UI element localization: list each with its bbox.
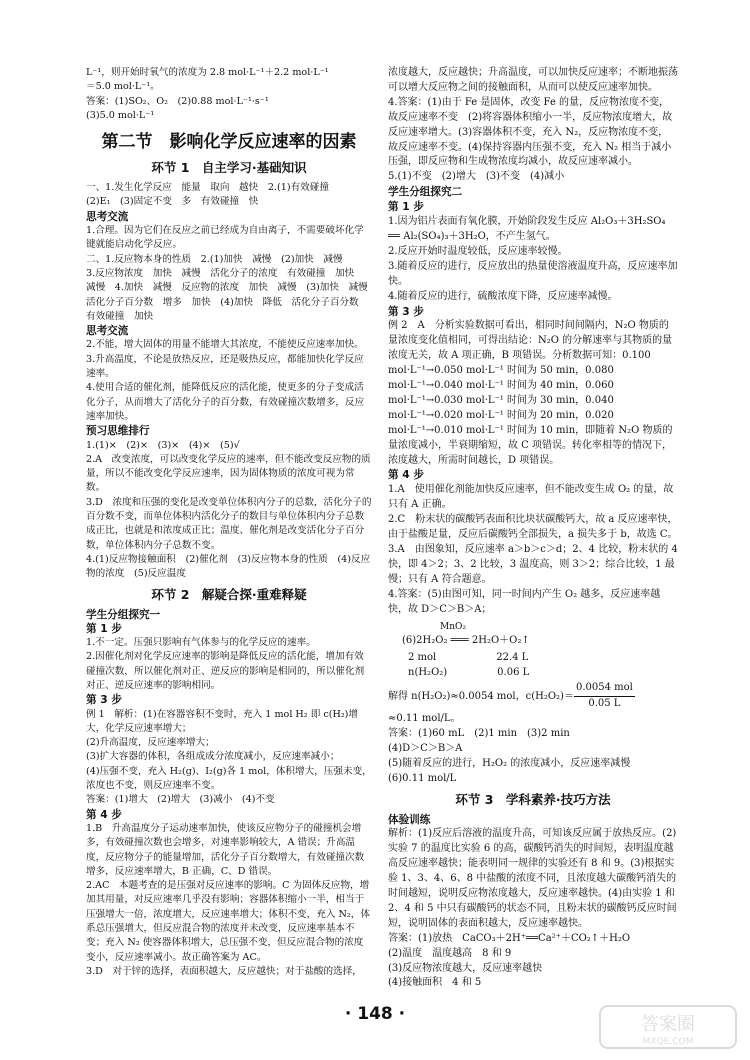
text-paragraph: (4)压强不变，充入 H₂(g)、I₂(g)各 1 mol，体积增大，压强未变，浓度也不变，则反应速率不变。 <box>86 765 372 792</box>
denominator: 0.05 L <box>588 698 621 710</box>
subheading: 第 3 步 <box>388 305 424 318</box>
text-paragraph: n(H₂O₂) 0.06 L <box>388 667 530 679</box>
text-paragraph: 3.升高温度，不论是放热反应，还是吸热反应，都能加快化学反应速率。 <box>86 353 364 380</box>
text-paragraph: (5)随着反应的进行，H₂O₂ 的浓度减小，反应速率减慢 <box>388 757 631 769</box>
equation-catalyst: MnO₂ <box>440 621 466 632</box>
text-paragraph: 1.(1)× (2)× (3)× (4)× (5)√ <box>86 439 240 451</box>
text-paragraph: 4.(1)反应物接触面积 (2)催化剂 (3)反应物本身的性质 (4)反应物的浓度 (5)反应温度 <box>86 553 371 580</box>
fraction-line <box>388 681 678 712</box>
subheading: 第 1 步 <box>86 622 122 635</box>
section-band-heading: 环节 2 解疑合探·重难释疑 <box>151 586 307 602</box>
watermark-url: MXQE.COM <box>642 1037 694 1047</box>
text-paragraph: (3)反应物浓度越大，反应速率越快 <box>388 962 543 974</box>
text-paragraph: 1.合理。因为它们在反应之前已经成为自由离子，不需要破坏化学键就能启动化学反应。 <box>86 225 364 251</box>
right-column <box>388 66 678 991</box>
subheading: 第 1 步 <box>388 201 424 214</box>
text-paragraph: (3)5.0 mol·L⁻¹ <box>86 109 155 121</box>
text-paragraph: 2.C 粉末状的碳酸钙表面积比块状碳酸钙大，故 a 反应速率快，由于盐酸足量，反应后碳酸钙全部损失，a 损失多于 b，故选 C。 <box>388 514 678 541</box>
text-paragraph: 2.A 改变浓度，可以改变化学反应的速率，但不能改变反应物的质量，所以不能改变化学反应速率，因为固体物质的浓度可视为常数。 <box>86 453 371 494</box>
text-paragraph: 4.答案：(1)由于 Fe 是固体，改变 Fe 的量，反应物浓度不变，故反应速率不变 (2)将容器体积缩小一半，反应物浓度增大，故反应速率增大。(3)容器体积不变，充入 N₂，反应物浓度不变，故反应速率不变。(4)保持容器内压强不变，充入 N₂ 相当于减小压强，即反应物和生成物浓度均减小，故反应速率减小。 <box>388 96 673 168</box>
section-band-heading: 环节 3 学科素养·技巧方法 <box>455 791 611 807</box>
text-paragraph: 2.AC 本题考查的是压强对反应速率的影响。C 为固体反应物，增加其用量，对反应速率几乎没有影响；容器体积缩小一半，相当于压强增大一倍，浓度增大，反应速率增大；体积不变，充入 N₂，体系总压强增大，但反应混合物的浓度并未改变，反应速率基本不变；充入 N₂ 使容器体积增大，总压强不变，但反应混合物的浓度变小，反应速率减小。故正确答案为 AC。 <box>86 880 370 963</box>
text-paragraph: 4.随着反应的进行，硫酸浓度下降，反应速率减慢。 <box>388 290 618 302</box>
text-paragraph: (2)E₁ (3)固定不变 多 有效碰撞 快 <box>86 196 259 208</box>
text-paragraph: 答案：(1)增大 (2)增大 (3)减小 (4)不变 <box>86 794 275 806</box>
fraction-prefix: 解得 n(H₂O₂)≈0.0054 mol，c(H₂O₂)＝ <box>388 691 574 703</box>
equation-text: (6)2H₂O₂ ═══ 2H₂O＋O₂↑ <box>402 635 530 647</box>
text-paragraph: 1.B 升高温度分子运动速率加快，使该反应物分子的碰撞机会增多，有效碰撞次数也会增多，对速率影响较大，A 错误；升高温度，反应物分子的能量增加，活化分子百分数增大，有效碰撞次数增多，反应速率增大，B 正确，C、D 错误。 <box>86 822 365 877</box>
subheading: 第 3 步 <box>86 694 122 707</box>
text-paragraph: (6)0.11 mol/L <box>388 772 457 784</box>
page-number: · 148 · <box>344 1004 406 1024</box>
watermark-logo <box>598 1002 738 1052</box>
section-title: 第二节 影响化学反应速率的因素 <box>101 132 357 153</box>
section-band-heading: 环节 1 自主学习·基础知识 <box>151 160 307 176</box>
text-paragraph: 2 mol 22.4 L <box>388 652 529 664</box>
text-paragraph: (4)接触面积 4 和 5 <box>388 977 482 989</box>
text-paragraph: 1.A 使用催化剂能加快反应速率，但不能改变生成 O₂ 的量，故只有 A 正确。 <box>388 484 674 511</box>
text-paragraph: ＝5.0 mol·L⁻¹。 <box>86 81 160 93</box>
text-paragraph: 浓度越大，反应越快；升高温度，可以加快反应速率；不断地振荡可以增大反应物之间的接触面积，从而可以使反应速率加快。 <box>388 67 678 93</box>
text-paragraph: 2.不能，增大固体的用量不能增大其浓度，不能使反应速率加快。 <box>86 339 364 351</box>
subheading: 预习思维排行 <box>86 425 150 438</box>
subheading: 思考交流 <box>86 325 129 338</box>
text-paragraph: 答案：(1)SO₂、O₂ (2)0.88 mol·L⁻¹·s⁻¹ <box>86 95 269 107</box>
text-paragraph: 3.A 由图象知，反应速率 a＞b＞c＞d；2、4 比较，粉末状的 4 快，即 4＞2；3、2 比较，3 温度高，则 3＞2；综合比较，1 最慢；只有 A 符合题意。 <box>388 544 678 585</box>
equation-block <box>402 620 678 650</box>
text-paragraph: 答案：(1)60 mL (2)1 min (3)2 min <box>388 727 570 739</box>
text-paragraph: 1.因为铝片表面有氧化膜，开始阶段发生反应 Al₂O₃＋3H₂SO₄ ══ Al₂(SO₄)₃＋3H₂O，不产生氢气。 <box>388 216 666 242</box>
fraction <box>574 681 635 712</box>
numerator: 0.0054 mol <box>574 681 635 697</box>
text-paragraph: 3.随着反应的进行，反应放出的热量使溶液温度升高，反应速率加快。 <box>388 260 678 287</box>
subheading: 第 4 步 <box>388 469 424 482</box>
text-paragraph: (3)扩大容器的体积，各组成成分浓度减小，反应速率减小； <box>86 751 340 763</box>
text-paragraph: (4)D＞C＞B＞A <box>388 742 463 754</box>
text-paragraph: 例 1 解析：(1)在容器容积不变时，充入 1 mol H₂ 即 c(H₂)增大，化学反应速率增大； <box>86 708 359 734</box>
text-paragraph: ≈0.11 mol/L。 <box>388 712 461 724</box>
text-paragraph: 4.使用合适的催化剂，能降低反应的活化能，使更多的分子变成活化分子，从而增大了活化分子的百分数，有效碰撞次数增多，反应速率加快。 <box>86 382 365 422</box>
text-paragraph: 例 2 A 分析实验数据可看出，相同时间间隔内，N₂O 物质的量浓度变化值相同，可得出结论：N₂O 的分解速率与其物质的量浓度无关，故 A 项正确，B 项错误。分析数据可知：0.100 mol·L⁻¹→0.050 mol·L⁻¹ 时间为 50 min，0.080 mol·L⁻¹→0.040 mol·L⁻¹ 时间为 40 min，0.060 mol·L⁻¹→0.030 mol·L⁻¹ 时间为 30 min，0.040 mol·L⁻¹→0.020 mol·L⁻¹ 时间为 20 min，0.020 mol·L⁻¹→0.010 mol·L⁻¹ 时间为 10 min，即随着 N₂O 物质的量浓度减小，半衰期缩短，故 C 项错误。转化率相等的情况下，浓度越大，所需时间越长，D 项错误。 <box>388 320 673 466</box>
text-paragraph: 2.因催化剂对化学反应速率的影响是降低反应的活化能，增加有效碰撞次数，所以催化剂对正、逆反应的影响是相同的，所以催化剂对正、逆反应速率的影响相同。 <box>86 651 365 691</box>
text-paragraph: 3.反应物浓度 加快 减慢 活化分子的浓度 有效碰撞 加快 减慢 4.加快 减慢 反应物的浓度 加快 减慢 (3)加快 减慢 活化分子百分数 增多 加快 (4)加快 降低 活化分子百分数 有效碰撞 加快 <box>86 267 378 322</box>
text-paragraph: 解析：(1)反应后溶液的温度升高，可知该反应属于放热反应。(2)实验 7 的温度比实验 6 的高，碳酸钙消失的时间短，表明温度越高反应速率越快；能表明同一规律的实验还有 8 和 9。(3)根据实验 1、3、4、6、8 中盐酸的浓度不同，且浓度越大碳酸钙消失的时间越短，说明反应物浓度越大，反应速率越快。(4)由实验 1 和 2、4 和 5 中只有碳酸钙的状态不同，且粉末状的碳酸钙反应时间短，说明固体的表面积越大，反应速率越快。 <box>388 828 677 929</box>
text-paragraph: 二、1.反应物本身的性质 2.(1)加快 减慢 (2)加快 减慢 <box>86 253 343 265</box>
text-paragraph: 2.反应开始时温度较低，反应速率较慢。 <box>388 245 568 257</box>
watermark-text: 答案圈 <box>641 1014 695 1035</box>
subheading: 学生分组探究二 <box>388 186 463 199</box>
subheading: 第 4 步 <box>86 808 122 821</box>
subheading: 思考交流 <box>86 210 129 223</box>
text-paragraph: 4.答案：(5)由图可知，同一时间内产生 O₂ 越多，反应速率越快，故 D＞C＞B＞A； <box>388 588 661 615</box>
text-paragraph: 一、1.发生化学反应 能量 取向 越快 2.(1)有效碰撞 <box>86 182 329 194</box>
text-paragraph: L⁻¹，则开始时氧气的浓度为 2.8 mol·L⁻¹＋2.2 mol·L⁻¹ <box>86 67 329 78</box>
text-paragraph: 1.不一定。压强只影响有气体参与的化学反应的速率。 <box>86 637 316 649</box>
subheading: 体验训练 <box>388 813 431 826</box>
text-paragraph: 3.D 对于锌的选择，表面积越大，反应越快；对于盐酸的选择， <box>86 965 362 977</box>
text-paragraph: (2)温度 温度越高 8 和 9 <box>388 947 512 959</box>
text-paragraph: (2)升高温度，反应速率增大； <box>86 737 215 749</box>
subheading: 学生分组探究一 <box>86 608 161 621</box>
text-paragraph: 3.D 浓度和压强的变化是改变单位体积内分子的总数，活化分子的百分数不变，而单位体积内活化分子的数目与单位体积内分子总数成正比，也就是和浓度成正比；温度、催化剂是改变活化分子百分数，单位体积内分子总数不变。 <box>86 496 372 551</box>
text-paragraph: 5.(1)不变 (2)增大 (3)不变 (4)减小 <box>388 171 565 183</box>
text-paragraph: 答案：(1)放热 CaCO₃＋2H⁺══Ca²⁺＋CO₂↑＋H₂O <box>388 932 631 944</box>
left-column <box>86 66 378 979</box>
